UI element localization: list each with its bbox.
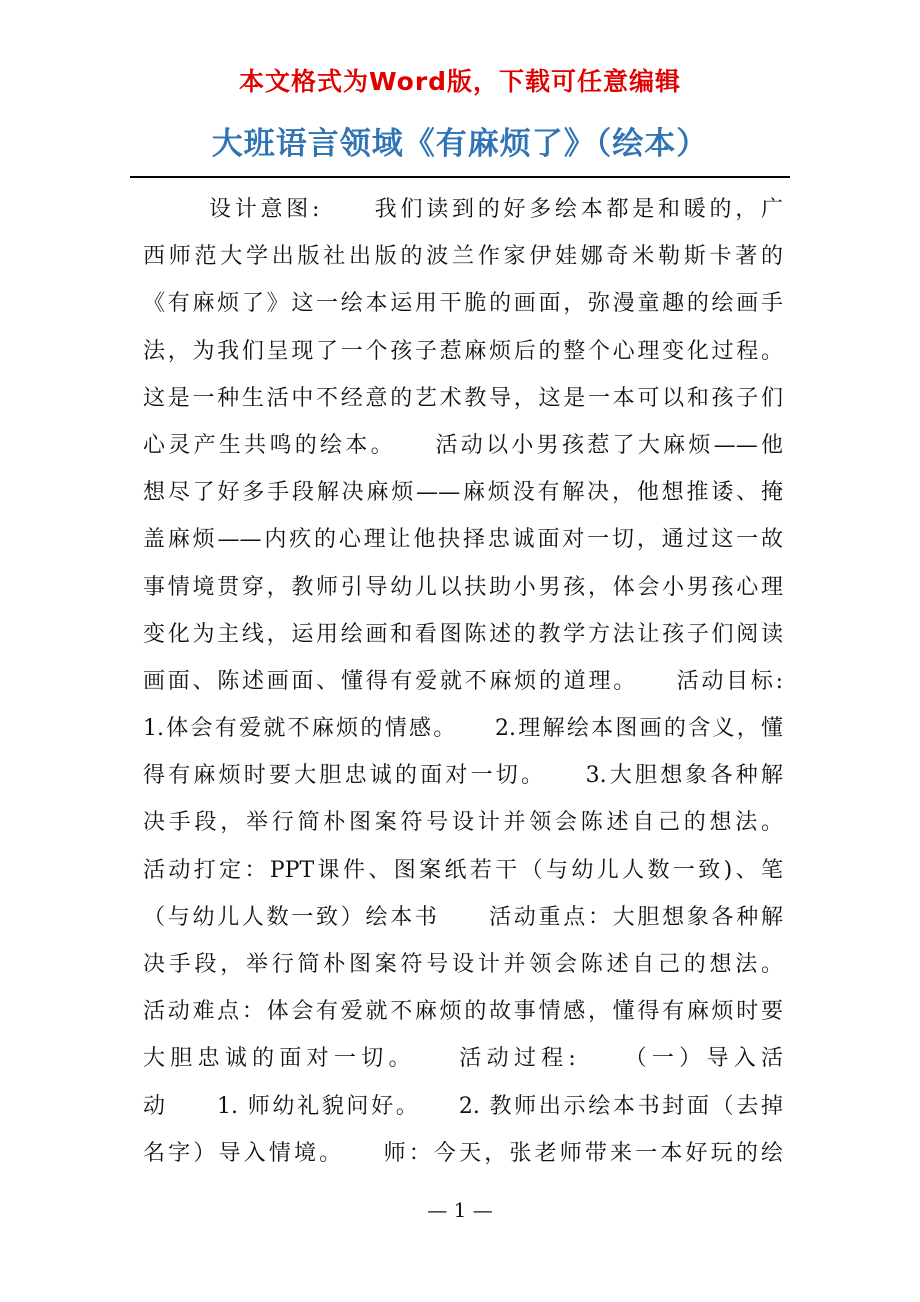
title-divider — [130, 176, 790, 178]
text-line: 盖麻烦——内疚的心理让他抉择忠诚面对一切，通过这一故 — [143, 527, 783, 553]
page-number: — 1 — — [427, 1198, 493, 1222]
text-line: 这是一种生活中不经意的艺术教导，这是一本可以和孩子们 — [143, 385, 783, 411]
text-line: 变化为主线，运用绘画和看图陈述的教学方法让孩子们阅读 — [143, 621, 783, 647]
text-line: 法，为我们呈现了一个孩子惹麻烦后的整个心理变化过程。 — [143, 338, 783, 364]
text-line: （与幼儿人数一致）绘本书 活动重点：大胆想象各种解 — [143, 904, 783, 930]
text-line: 想尽了好多手段解决麻烦——麻烦没有解决，他想推诿、掩 — [143, 480, 783, 506]
text-line: 画面、陈述画面、懂得有爱就不麻烦的道理。 活动目标: — [143, 668, 783, 694]
text-line: 得有麻烦时要大胆忠诚的面对一切。 3.大胆想象各种解 — [143, 763, 783, 789]
text-line: 活动难点：体会有爱就不麻烦的故事情感，懂得有麻烦时要 — [143, 999, 783, 1025]
text-line: 事情境贯穿，教师引导幼儿以扶助小男孩，体会小男孩心理 — [143, 574, 783, 600]
text-line: 西师范大学出版社出版的波兰作家伊娃娜奇米勒斯卡著的 — [143, 244, 783, 270]
document-title: 大班语言领域《有麻烦了》（绘本） — [211, 126, 709, 162]
body-text — [143, 186, 783, 1177]
text-line: 1.体会有爱就不麻烦的情感。 2.理解绘本图画的含义，懂 — [143, 716, 783, 742]
text-line: 名字）导入情境。 师：今天，张老师带来一本好玩的绘 — [143, 1140, 783, 1166]
text-line: 活动打定：PPT课件、图案纸若干（与幼儿人数一致)、笔 — [143, 857, 783, 883]
text-line: 设计意图: 我们读到的好多绘本都是和暖的，广 — [209, 197, 783, 222]
text-line: 决手段，举行简朴图案符号设计并领会陈述自己的想法。 — [143, 952, 783, 977]
text-line: 《有麻烦了》这一绘本运用干脆的画面，弥漫童趣的绘画手 — [143, 291, 783, 317]
text-line: 大胆忠诚的面对一切。 活动过程: （一）导入活 — [143, 1046, 783, 1072]
text-line: 动 1. 师幼礼貌问好。 2. 教师出示绘本书封面（去掉 — [143, 1093, 783, 1119]
format-notice: 本文格式为Word版，下载可任意编辑 — [238, 67, 682, 96]
text-line: 心灵产生共鸣的绘本。 活动以小男孩惹了大麻烦——他 — [143, 432, 783, 458]
text-line: 决手段，举行简朴图案符号设计并领会陈述自己的想法。 — [143, 810, 783, 836]
